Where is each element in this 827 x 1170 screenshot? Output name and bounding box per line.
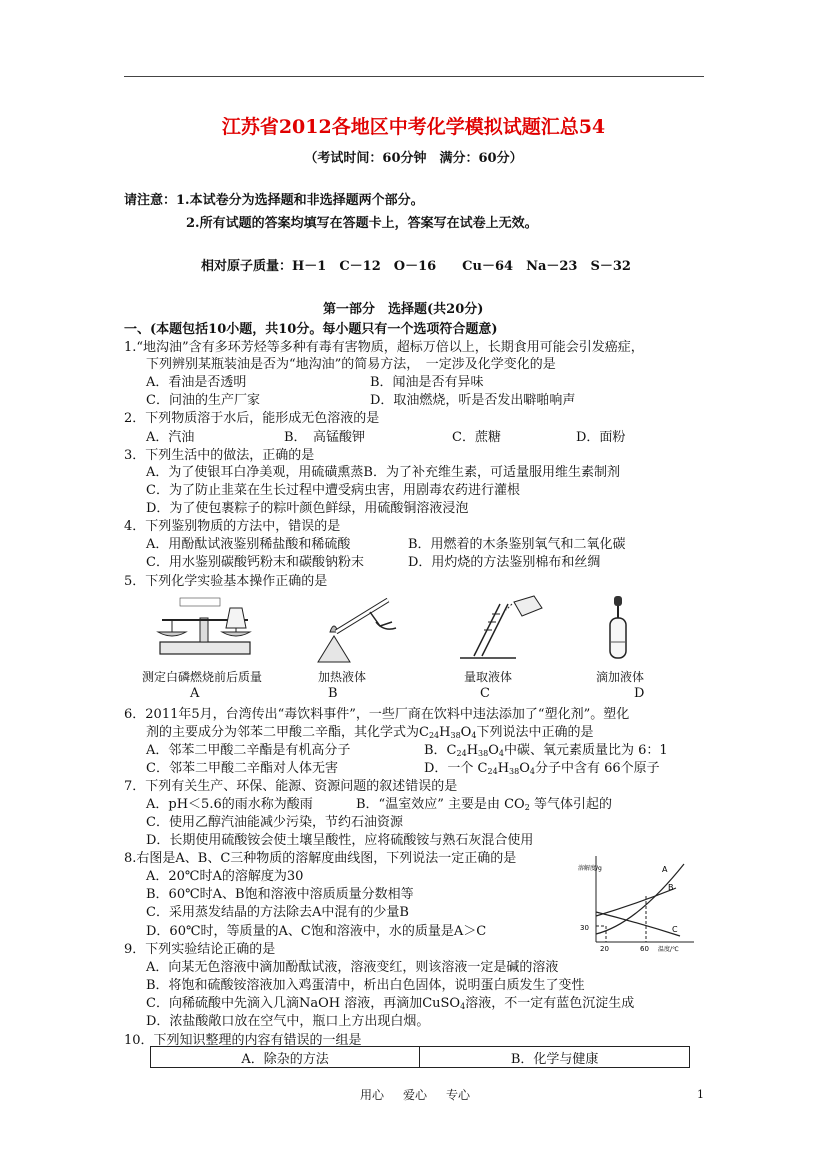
q1-stem-1: 1.“地沟油”含有多环芳烃等多种有毒有害物质，超标万倍以上，长期食用可能会引发癌症， xyxy=(124,340,644,355)
solubility-chart xyxy=(576,852,696,956)
q9-stem: 9．下列实验结论正确的是 xyxy=(124,942,276,957)
q3-option-ab: A．为了使银耳白净美观，用硫磺熏蒸B．为了补充维生素，可适量服用维生素制剂 xyxy=(146,465,620,480)
q7-stem: 7．下列有关生产、环保、能源、资源问题的叙述错误的是 xyxy=(124,779,458,794)
q5-stem: 5．下列化学实验基本操作正确的是 xyxy=(124,574,328,589)
atomic-mass: 相对原子质量：H－1 C－12 O－16 Cu－64 Na－23 S－32 xyxy=(201,259,631,274)
q1-stem-2: 下列辨别某瓶装油是否为“地沟油”的简易方法， 一定涉及化学变化的是 xyxy=(146,357,556,372)
header-rule xyxy=(124,76,704,77)
notice-line-2: 2.所有试题的答案均填写在答题卡上，答案写在试卷上无效。 xyxy=(186,216,538,231)
q2-option-a: A．汽油 xyxy=(146,430,195,445)
q5-letter-c: C xyxy=(480,686,490,701)
page-number: 1 xyxy=(697,1088,704,1101)
q2-option-d: D．面粉 xyxy=(576,430,626,445)
dropping-liquid-figure xyxy=(590,590,650,662)
heating-liquid-figure xyxy=(300,592,410,664)
balance-figure xyxy=(150,590,260,662)
q3-option-d: D．为了使包裹粽子的粽叶颜色鲜绿，用硫酸铜溶液浸泡 xyxy=(146,501,469,516)
curve-b xyxy=(596,888,676,916)
q3-option-c: C．为了防止韭菜在生长过程中遭受病虫害，用剧毒农药进行灌根 xyxy=(146,483,520,498)
q4-option-a: A．用酚酞试液鉴别稀盐酸和稀硫酸 xyxy=(146,537,351,552)
label-b: B xyxy=(668,883,674,892)
q1-option-b: B．闻油是否有异味 xyxy=(370,375,484,390)
q5-letter-d: D xyxy=(634,686,645,701)
q4-option-c: C．用水鉴别碳酸钙粉末和碳酸钠粉末 xyxy=(146,555,364,570)
q6-stem-1: 6．2011年5月，台湾传出“毒饮料事件”，一些厂商在饮料中违法添加了“塑化剂”。塑化 xyxy=(124,707,630,722)
footer-text-3: 专心 xyxy=(446,1088,471,1102)
q4-stem: 4．下列鉴别物质的方法中，错误的是 xyxy=(124,519,341,534)
q7-option-b: B．“温室效应” 主要是由 $CO_2$ 等气体引起的 xyxy=(356,797,612,812)
q4-option-b: B．用燃着的木条鉴别氧气和二氧化碳 xyxy=(408,537,626,552)
q7-option-c: C．使用乙醇汽油能减少污染，节约石油资源 xyxy=(146,815,403,830)
footer-text-2: 爱心 xyxy=(403,1088,428,1102)
chart-ytick-30: 30 xyxy=(580,924,589,932)
q2-option-b: B． 高锰酸钾 xyxy=(284,430,366,445)
page-title: 江苏省2012各地区中考化学模拟试题汇总54 xyxy=(221,116,606,138)
q4-option-d: D．用灼烧的方法鉴别棉布和丝绸 xyxy=(408,555,601,570)
chart-xlabel: 温度/℃ xyxy=(658,946,679,953)
q8-option-b: B．60℃时A、B饱和溶液中溶质质量分数相等 xyxy=(146,887,414,902)
q5-caption-a: 测定白磷燃烧前后质量 xyxy=(142,670,263,684)
exam-info: （考试时间：60分钟 满分：60分） xyxy=(304,151,523,166)
q8-option-c: C．采用蒸发结晶的方法除去A中混有的少量B xyxy=(146,905,409,920)
footer-text-1: 用心 xyxy=(360,1088,385,1102)
section-heading: 一、(本题包括10小题，共10分。每小题只有一个选项符合题意) xyxy=(124,322,498,337)
q6-option-d: D．一个 $C_{24}H_{38}O_4$分子中含有 66个原子 xyxy=(424,761,660,776)
q6-stem-2: 剂的主要成分为邻苯二甲酸二辛酯，其化学式为$C_{24}H_{38}O_4$下列说法中正确的是 xyxy=(146,725,594,740)
q1-option-a: A．看油是否透明 xyxy=(146,375,247,390)
part-heading: 第一部分 选择题(共20分) xyxy=(323,302,484,317)
q2-stem: 2．下列物质溶于水后，能形成无色溶液的是 xyxy=(124,411,380,426)
table-cell-b: B．化学与健康 xyxy=(420,1047,690,1068)
q9-option-a: A．向某无色溶液中滴加酚酞试液，溶液变红，则该溶液一定是碱的溶液 xyxy=(146,960,559,975)
table-row xyxy=(151,1047,690,1068)
measuring-liquid-figure xyxy=(450,590,560,662)
q8-option-a: A．20℃时A的溶解度为30 xyxy=(146,869,304,884)
q3-stem: 3．下列生活中的做法，正确的是 xyxy=(124,448,315,463)
curve-c xyxy=(596,912,680,936)
q10-table xyxy=(150,1046,690,1068)
q2-option-c: C．蔗糖 xyxy=(452,430,501,445)
q9-option-d: D．浓盐酸敞口放在空气中，瓶口上方出现白烟。 xyxy=(146,1014,430,1029)
q10-stem: 10．下列知识整理的内容有错误的一组是 xyxy=(124,1033,362,1048)
q5-letter-b: B xyxy=(328,686,338,701)
q1-option-c: C．问油的生产厂家 xyxy=(146,393,260,408)
q5-caption-d: 滴加液体 xyxy=(596,670,645,684)
q1-option-d: D．取油燃烧，听是否发出噼啪响声 xyxy=(370,393,576,408)
notice-line-1: 请注意：1.本试卷分为选择题和非选择题两个部分。 xyxy=(124,193,424,208)
label-a: A xyxy=(662,865,668,874)
q6-option-a: A．邻苯二甲酸二辛酯是有机高分子 xyxy=(146,743,351,758)
q7-option-d: D．长期使用硫酸铵会使土壤呈酸性，应将硫酸铵与熟石灰混合使用 xyxy=(146,833,534,848)
chart-xtick-60: 60 xyxy=(640,945,649,953)
chart-ylabel: 溶解度/g xyxy=(578,865,602,872)
q5-caption-b: 加热液体 xyxy=(318,670,367,684)
q5-letter-a: A xyxy=(190,686,200,701)
table-cell-a: A．除杂的方法 xyxy=(151,1047,420,1068)
q7-option-a: A．pH＜5.6的雨水称为酸雨 xyxy=(146,797,313,812)
q9-option-c: C．向稀硫酸中先滴入几滴NaOH 溶液，再滴加CuSO$_4$溶液，不一定有蓝色沉淀生成 xyxy=(146,996,635,1011)
q9-option-b: B．将饱和硫酸铵溶液加入鸡蛋清中，析出白色固体，说明蛋白质发生了变性 xyxy=(146,978,585,993)
q8-stem: 8.右图是A、B、C三种物质的溶解度曲线图，下列说法一定正确的是 xyxy=(124,851,517,866)
q6-option-b: B．$C_{24}H_{38}O_4$中碳、氧元素质量比为 6：1 xyxy=(424,743,668,758)
chart-xtick-20: 20 xyxy=(600,945,609,953)
q6-option-c: C．邻苯二甲酸二辛酯对人体无害 xyxy=(146,761,338,776)
q5-caption-c: 量取液体 xyxy=(464,670,513,684)
label-c: C xyxy=(672,925,678,934)
q8-option-d: D．60℃时，等质量的A、C饱和溶液中，水的质量是A＞C xyxy=(146,924,487,939)
